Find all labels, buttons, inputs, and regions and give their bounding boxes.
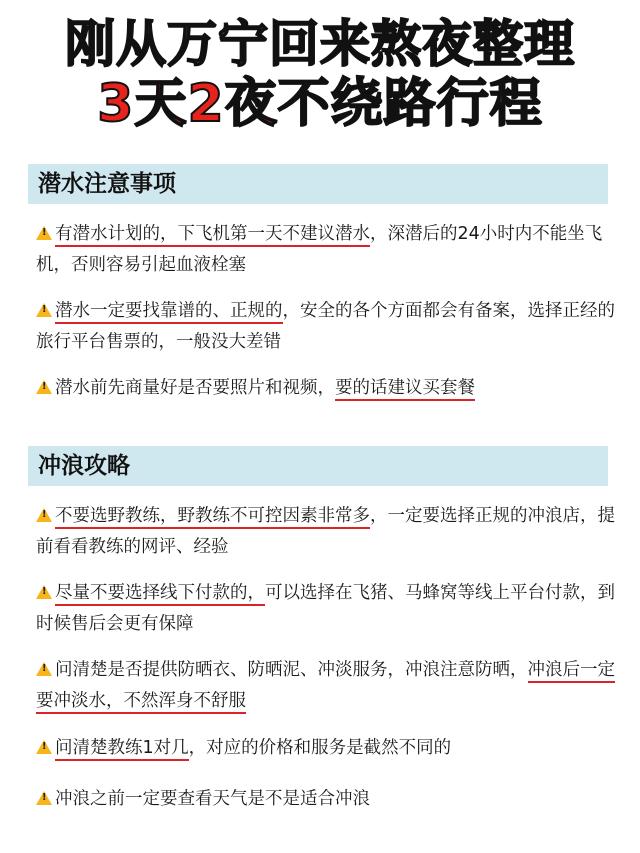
list-item: !冲浪之前一定要查看天气是不是适合冲浪 xyxy=(36,784,616,815)
warning-icon xyxy=(36,303,52,317)
warning-icon xyxy=(36,740,52,754)
warning-icon xyxy=(36,508,52,522)
warning-icon xyxy=(36,662,52,676)
section-heading-diving: 潜水注意事项 xyxy=(28,164,608,204)
warning-icon xyxy=(36,380,52,394)
warning-icon xyxy=(36,585,52,599)
list-item: !潜水一定要找靠谱的、正规的，安全的各个方面都会有备案，选择正经的旅行平台售票的，一般没大差错 xyxy=(36,296,616,358)
warning-icon xyxy=(36,226,52,240)
page-title xyxy=(0,15,640,134)
list-item: !有潜水计划的，下飞机第一天不建议潜水，深潜后的24小时内不能坐飞机，否则容易引起血液栓塞 xyxy=(36,219,616,281)
list-item: !潜水前先商量好是否要照片和视频，要的话建议买套餐 xyxy=(36,373,616,404)
list-item: !不要选野教练，野教练不可控因素非常多，一定要选择正规的冲浪店，提前看看教练的网评、经验 xyxy=(36,501,616,563)
warning-icon xyxy=(36,791,52,805)
title-line-2: 3天2夜不绕路行程 xyxy=(97,73,543,134)
title-line-1: 刚从万宁回来熬夜整理 xyxy=(65,15,575,73)
list-item: !问清楚教练1对几，对应的价格和服务是截然不同的 xyxy=(36,733,616,764)
list-item: !问清楚是否提供防晒衣、防晒泥、冲淡服务，冲浪注意防晒，冲浪后一定要冲淡水，不然浑身不舒服 xyxy=(36,655,616,717)
list-item: !尽量不要选择线下付款的，可以选择在飞猪、马蜂窝等线上平台付款，到时候售后会更有保障 xyxy=(36,578,616,640)
section-heading-surfing: 冲浪攻略 xyxy=(28,446,608,486)
